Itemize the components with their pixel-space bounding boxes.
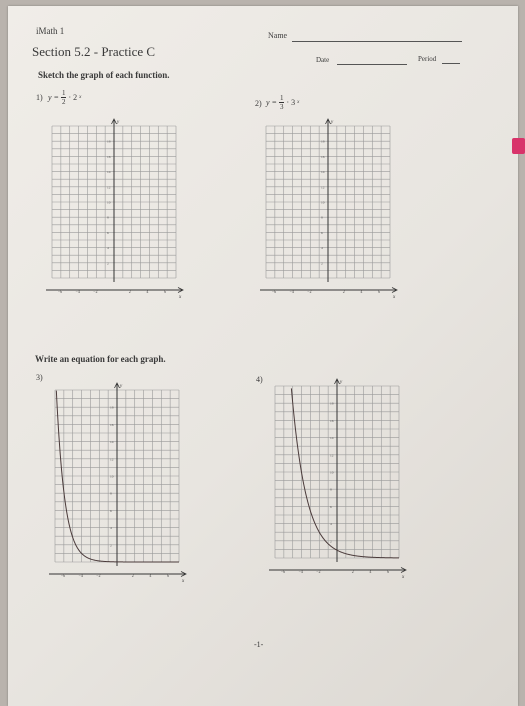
- period-label: Period: [418, 55, 437, 63]
- y-tick-label: 4: [107, 246, 109, 251]
- x-axis-label: x: [182, 579, 185, 584]
- y-tick-label: 8: [107, 215, 109, 220]
- problem-1-equation: y = $\frac{1}{2}$ · 2 x: [48, 89, 82, 106]
- y-tick-label: 4: [330, 522, 332, 527]
- y-axis-label: y: [340, 380, 343, 385]
- y-axis-label: y: [117, 120, 120, 125]
- problem-1-exponent: x: [79, 95, 82, 100]
- problem-2-numerator: 1: [279, 94, 284, 102]
- problem-2-number: 2): [255, 99, 262, 108]
- name-label: Name: [268, 31, 288, 40]
- graph-problem-4: [267, 378, 407, 578]
- y-tick-label: 18: [321, 139, 325, 144]
- date-line: [337, 64, 407, 65]
- x-tick-label: 6: [378, 289, 381, 294]
- y-tick-label: 16: [321, 154, 325, 159]
- sketch-instruction: Sketch the graph of each function.: [38, 70, 170, 80]
- y-tick-label: 12: [107, 185, 111, 190]
- x-tick-label: −4: [298, 569, 303, 574]
- problem-2-fraction: [279, 94, 285, 111]
- x-tick-label: −4: [75, 289, 80, 294]
- y-tick-label: 10: [330, 470, 334, 475]
- x-tick-label: 4: [146, 289, 149, 294]
- x-tick-label: −6: [271, 289, 277, 294]
- x-tick-label: −4: [78, 573, 83, 578]
- x-tick-label: −6: [280, 569, 286, 574]
- x-tick-label: 2: [351, 569, 354, 574]
- x-tick-label: −4: [289, 289, 294, 294]
- y-tick-label: 10: [110, 474, 114, 479]
- y-tick-label: 6: [107, 230, 109, 235]
- date-label: Date: [316, 56, 330, 64]
- y-tick-label: 10: [107, 200, 111, 205]
- y-tick-label: 6: [110, 508, 112, 513]
- y-tick-label: 4: [110, 526, 112, 531]
- problem-2-equation: y = $\frac{1}{3}$ · 3 x: [266, 94, 300, 111]
- x-tick-label: 2: [342, 289, 345, 294]
- problem-1-denominator: 2: [61, 98, 66, 106]
- x-tick-label: 6: [387, 569, 390, 574]
- sticky-tab: [512, 138, 525, 154]
- x-tick-label: 6: [164, 289, 167, 294]
- x-tick-label: 2: [128, 289, 131, 294]
- y-tick-label: 12: [110, 457, 114, 462]
- problem-2-exponent: x: [297, 100, 300, 105]
- x-tick-label: −2: [316, 569, 321, 574]
- problem-4-number: 4): [256, 375, 263, 384]
- x-tick-label: 6: [167, 573, 170, 578]
- x-tick-label: 2: [131, 573, 134, 578]
- y-tick-label: 12: [321, 185, 325, 190]
- graph-problem-3: [47, 382, 187, 582]
- y-tick-label: 14: [107, 170, 111, 175]
- graph-problem-2: [258, 118, 398, 298]
- name-line: [292, 41, 462, 42]
- y-tick-label: 8: [330, 487, 332, 492]
- x-axis-label: x: [179, 295, 182, 300]
- problem-2-base: 3: [291, 98, 296, 107]
- x-tick-label: 4: [369, 569, 372, 574]
- y-tick-label: 14: [321, 170, 325, 175]
- y-tick-label: 16: [330, 418, 334, 423]
- y-tick-label: 12: [330, 453, 334, 458]
- y-tick-label: 14: [330, 436, 334, 441]
- y-tick-label: 4: [321, 246, 323, 251]
- y-tick-label: 16: [110, 422, 114, 427]
- x-tick-label: −2: [307, 289, 312, 294]
- y-tick-label: 18: [330, 401, 334, 406]
- y-tick-label: 8: [110, 491, 112, 496]
- y-tick-label: 6: [321, 230, 323, 235]
- x-axis-label: x: [393, 295, 396, 300]
- x-tick-label: −6: [57, 289, 63, 294]
- problem-2-denominator: 3: [279, 103, 284, 111]
- graph-problem-1: [44, 118, 184, 298]
- y-tick-label: 8: [321, 215, 323, 220]
- problem-2-lhs: y =: [266, 98, 277, 107]
- x-axis-label: x: [402, 575, 405, 580]
- section-title: Section 5.2 - Practice C: [32, 44, 156, 59]
- y-tick-label: 18: [107, 139, 111, 144]
- y-tick-label: 18: [110, 405, 114, 410]
- x-tick-label: −2: [96, 573, 101, 578]
- period-line: [442, 63, 460, 64]
- problem-1-numerator: 1: [61, 89, 66, 97]
- problem-1-number: 1): [36, 93, 43, 102]
- problem-1-lhs: y =: [48, 93, 59, 102]
- y-tick-label: 14: [110, 440, 114, 445]
- y-tick-label: 10: [321, 200, 325, 205]
- write-instruction: Write an equation for each graph.: [35, 354, 166, 364]
- x-tick-label: 4: [360, 289, 363, 294]
- problem-1-fraction: [61, 89, 67, 106]
- y-axis-label: y: [331, 120, 334, 125]
- y-tick-label: 2: [330, 539, 332, 544]
- y-tick-label: 2: [107, 261, 109, 266]
- x-tick-label: −2: [93, 289, 98, 294]
- x-tick-label: −6: [60, 573, 66, 578]
- page-number: -1-: [254, 640, 264, 649]
- y-tick-label: 2: [321, 261, 323, 266]
- y-tick-label: 16: [107, 154, 111, 159]
- y-tick-label: 6: [330, 504, 332, 509]
- course-label: iMath 1: [36, 26, 65, 36]
- problem-1-base: 2: [73, 93, 78, 102]
- x-tick-label: 4: [149, 573, 152, 578]
- y-axis-label: y: [120, 384, 123, 389]
- problem-3-number: 3): [36, 373, 43, 382]
- y-tick-label: 2: [110, 543, 112, 548]
